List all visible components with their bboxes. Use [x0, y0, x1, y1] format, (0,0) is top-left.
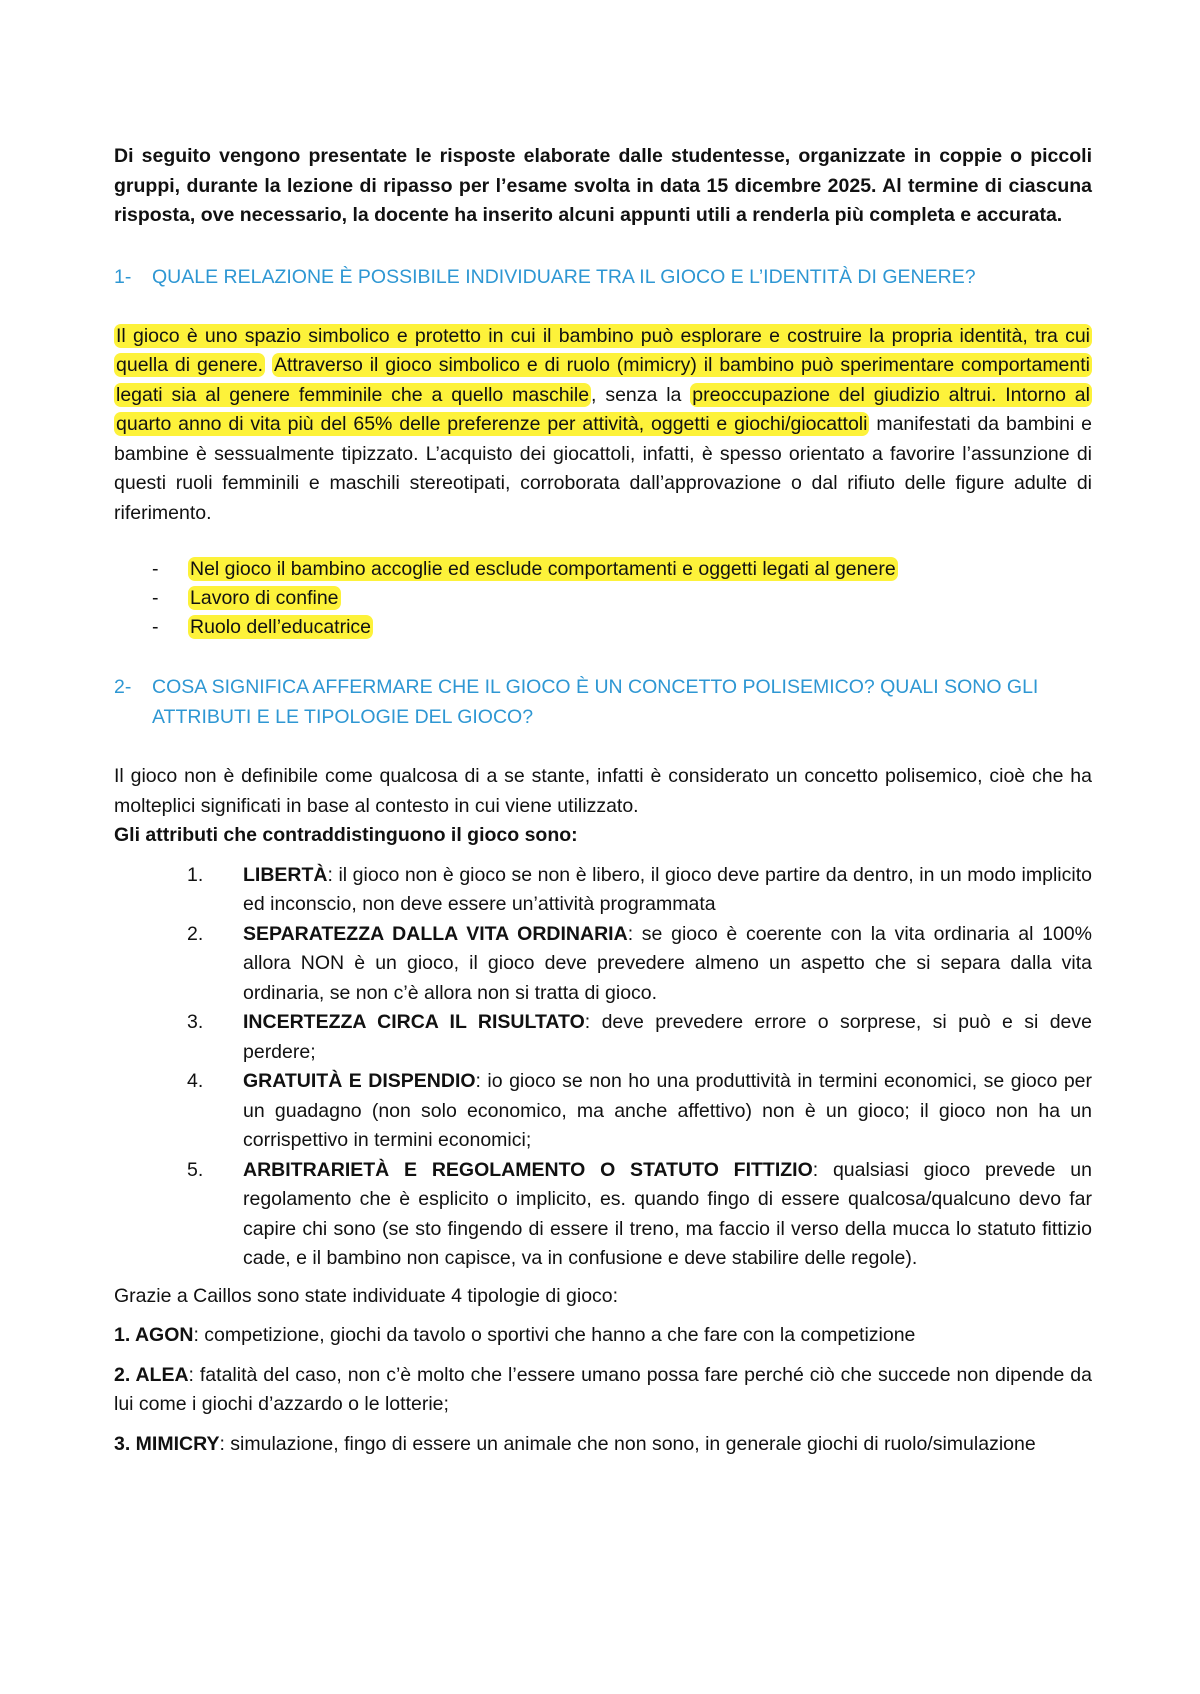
type-label: 2. ALEA [114, 1363, 189, 1386]
list-item [187, 1008, 1092, 1067]
attribute-text: : il gioco non è gioco se non è libero, il gioco deve partire da dentro, in un modo implicito ed inconscio, non deve essere un’attività programmata [243, 863, 1092, 915]
attribute-text: : deve prevedere errore o sorprese, si può e si deve perdere; [243, 1011, 1092, 1063]
bullet-marker: - [152, 558, 159, 580]
question-2-answer: Il gioco non è definibile come qualcosa di a se stante, infatti è considerato un concetto polisemico, cioè che ha molteplici significati in base al contesto in cui viene utilizzato. [114, 765, 1092, 817]
attributes-list [114, 861, 1092, 1274]
attribute-name: SEPARATEZZA DALLA VITA ORDINARIA [243, 922, 628, 945]
note-text: Nel gioco il bambino accoglie ed esclude comportamenti e oggetti legati al genere [190, 558, 896, 580]
answer-1-highlight-1: Il gioco è uno spazio simbolico e protetto in cui il bambino può esplorare e costruire la propria identità, tra cui quella di genere. [116, 324, 1090, 376]
document-page [114, 142, 1092, 1459]
answer-1-highlight-3: preoccupazione del giudizio altrui. Intorno al quarto anno di vita più del 65% delle preferenze per attività, oggetti e giochi/giocattoli [116, 383, 1090, 435]
attribute-text: : io gioco se non ho una produttività in termini economici, se gioco per un guadagno (non solo economico, ma anche affettivo) non è un gioco; il gioco non ha un corrispettivo in termini economici; [243, 1070, 1093, 1151]
question-1-number: 1- [114, 265, 132, 288]
list-item [114, 555, 1092, 584]
attribute-name: LIBERTÀ [243, 863, 328, 886]
question-2-title: COSA SIGNIFICA AFFERMARE CHE IL GIOCO È UN CONCETTO POLISEMICO? QUALI SONO GLI ATTRIBUTI E LE TIPOLOGIE DEL GIOCO? [152, 676, 1039, 728]
list-item [187, 920, 1092, 1009]
type-text: : simulazione, fingo di essere un animale che non sono, in generale giochi di ruolo/simulazione [219, 1432, 1036, 1455]
type-label: 1. AGON [114, 1324, 194, 1346]
attribute-name: ARBITRARIETÀ E REGOLAMENTO O STATUTO FITTIZIO [243, 1158, 813, 1181]
question-1-answer [114, 322, 1092, 529]
attribute-number: 2. [187, 922, 204, 945]
list-item [187, 861, 1092, 920]
types-intro: Grazie a Caillos sono state individuate 4 tipologie di gioco: [114, 1284, 619, 1307]
attribute-number: 5. [187, 1158, 204, 1181]
type-item-alea [114, 1361, 1092, 1420]
bullet-marker: - [152, 587, 159, 609]
answer-1-plain-1 [265, 354, 272, 376]
note-text: Ruolo dell’educatrice [190, 616, 372, 638]
attribute-name: GRATUITÀ E DISPENDIO [243, 1070, 476, 1092]
attribute-number: 3. [187, 1011, 204, 1033]
attribute-number: 4. [187, 1070, 204, 1092]
note-text: Lavoro di confine [190, 587, 339, 609]
question-1-heading [114, 262, 1092, 292]
list-item [114, 584, 1092, 613]
type-text: : competizione, giochi da tavolo o sportivi che hanno a che fare con la competizione [193, 1324, 916, 1346]
attribute-number: 1. [187, 863, 204, 886]
attribute-text: : qualsiasi gioco prevede un regolamento che è esplicito o implicito, es. quando fingo di essere qualcosa/qualcuno devo far capire chi sono (se sto fingendo di essere il treno, ma faccio il verso della mucca lo statuto fittizio cade, e il bambino non capisce, va in confusione e deve stabilire delle regole). [243, 1158, 1092, 1269]
bullet-marker: - [152, 616, 159, 638]
type-label: 3. MIMICRY [114, 1432, 220, 1455]
type-text: : fatalità del caso, non c’è molto che l’essere umano possa fare perché ciò che succede non dipende da lui come i giochi d’azzardo o le lotterie; [114, 1363, 1092, 1415]
type-item-agon [114, 1321, 1092, 1351]
intro-paragraph: Di seguito vengono presentate le risposte elaborate dalle studentesse, organizzate in coppie o piccoli gruppi, durante la lezione di ripasso per l’esame svolta in data 15 dicembre 2025. Al termine di ciascuna risposta, ove necessario, la docente ha inserito alcuni appunti utili a renderla più completa e accurata. [114, 145, 1092, 226]
answer-1-plain-2: , senza la [591, 383, 691, 406]
attribute-name: INCERTEZZA CIRCA IL RISULTATO [243, 1011, 585, 1033]
type-item-mimicry [114, 1430, 1092, 1460]
list-item [187, 1067, 1092, 1156]
question-2-number: 2- [114, 676, 132, 698]
question-2-heading [114, 672, 1092, 732]
list-item [114, 613, 1092, 642]
answer-1-plain-3: manifestati da bambini e bambine è sessualmente tipizzato. L’acquisto dei giocattoli, infatti, è spesso orientato a favorire l’assunzione di questi ruoli femminili e maschili stereotipati, corroborata dall’approvazione o dal rifiuto delle figure adulte di riferimento. [114, 413, 1092, 524]
attribute-text: : se gioco è coerente con la vita ordinaria al 100% allora NON è un gioco, il gioco deve prevedere almeno un aspetto che si separa dalla vita ordinaria, se non c’è allora non si tratta di gioco. [243, 922, 1092, 1004]
question-1-notes-list [114, 555, 1092, 642]
question-1-title: QUALE RELAZIONE È POSSIBILE INDIVIDUARE TRA IL GIOCO E L’IDENTITÀ DI GENERE? [152, 265, 976, 288]
list-item [187, 1156, 1092, 1274]
attributes-intro: Gli attributi che contraddistinguono il gioco sono: [114, 824, 578, 846]
answer-1-highlight-2: Attraverso il gioco simbolico e di ruolo (mimicry) il bambino può sperimentare comportamenti legati sia al genere femminile che a quello maschile [116, 354, 1091, 406]
